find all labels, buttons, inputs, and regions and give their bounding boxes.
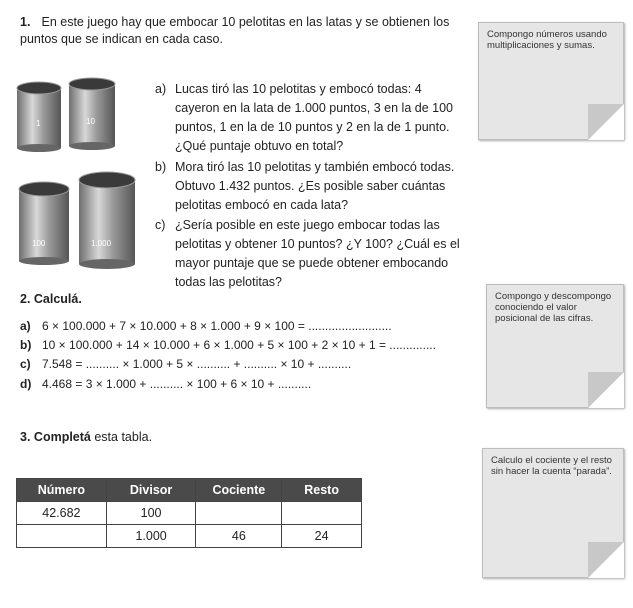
table-header-row xyxy=(17,479,362,502)
page-curl-icon xyxy=(588,372,624,408)
calc-label: a) xyxy=(20,319,31,333)
calc-item-a xyxy=(20,318,392,334)
page-curl-icon xyxy=(588,542,624,578)
can-label: 10 xyxy=(86,117,95,126)
problem-1-number: 1. xyxy=(20,15,31,29)
part-a-text: Lucas tiró las 10 pelotitas y embocó todas: 4 cayeron en la lata de 1.000 puntos, 3 en la de 100 puntos, 1 en la de 10 puntos y 2 en la de 1 punto. ¿Qué puntaje obtuvo en total? xyxy=(175,82,453,153)
can-label: 100 xyxy=(32,239,46,248)
table-cell: 100 xyxy=(106,502,196,525)
sticky-note-1 xyxy=(478,22,624,140)
calc-label: d) xyxy=(20,377,32,391)
table-cell: 46 xyxy=(196,525,282,548)
table-row xyxy=(17,525,362,548)
table-cell: 24 xyxy=(282,525,362,548)
problem-3-heading xyxy=(20,430,152,444)
can-1000-points xyxy=(76,170,138,270)
table-cell: 1.000 xyxy=(106,525,196,548)
calc-label: b) xyxy=(20,338,32,352)
table-cell-blank[interactable] xyxy=(282,502,362,525)
table-cell-blank[interactable] xyxy=(17,525,107,548)
table-header-cell: Divisor xyxy=(106,479,196,502)
table-cell: 42.682 xyxy=(17,502,107,525)
problem-3-number: 3. xyxy=(20,430,31,444)
can-100-points xyxy=(16,180,72,266)
calc-expression: 10 × 100.000 + 14 × 10.000 + 6 × 1.000 + 5 × 100 + 2 × 10 + 1 = .............. xyxy=(42,338,436,352)
part-a-letter: a) xyxy=(155,82,167,96)
sticky-note-3 xyxy=(482,448,624,578)
sticky-note-1-text: Compongo números usando multiplicaciones y sumas. xyxy=(487,29,607,51)
problem-3-verb: Completá xyxy=(33,430,91,444)
part-c-text: ¿Sería posible en este juego embocar todas las pelotitas y obtener 10 puntos? ¿Y 100? ¿Cuál es el mayor puntaje que se puede obtener embocando todas las pelotitas? xyxy=(175,218,460,289)
part-c xyxy=(155,216,465,292)
part-c-letter: c) xyxy=(155,218,166,232)
table-header-cell: Cociente xyxy=(196,479,282,502)
page-curl-icon xyxy=(588,104,624,140)
can-label: 1.000 xyxy=(91,239,112,248)
calc-expression: 4.468 = 3 × 1.000 + .......... × 100 + 6 × 10 + .......... xyxy=(42,377,312,391)
problem-1-statement xyxy=(20,14,460,48)
part-a xyxy=(155,80,465,156)
can-10-points xyxy=(66,76,118,150)
part-b-text: Mora tiró las 10 pelotitas y también embocó todas. Obtuvo 1.432 puntos. ¿Es posible saber cuántas pelotitas embocó en cada lata? xyxy=(175,160,455,212)
can-label: 1 xyxy=(36,119,41,128)
calc-expression: 7.548 = .......... × 1.000 + 5 × .......... + .......... × 10 + .......... xyxy=(42,357,352,371)
sticky-note-2 xyxy=(486,284,624,408)
part-b xyxy=(155,158,465,215)
calc-expression: 6 × 100.000 + 7 × 10.000 + 8 × 1.000 + 9 × 100 = ......................... xyxy=(42,319,392,333)
division-table xyxy=(16,478,362,548)
table-header-cell: Resto xyxy=(282,479,362,502)
calc-item-c xyxy=(20,356,351,372)
calc-item-b xyxy=(20,337,436,353)
sticky-note-2-text: Compongo y descompongo conociendo el valor posicional de las cifras. xyxy=(495,291,612,324)
sticky-note-3-text: Calculo el cociente y el resto sin hacer la cuenta “parada”. xyxy=(491,455,612,477)
calc-label: c) xyxy=(20,357,31,371)
problem-2-heading: 2. Calculá. xyxy=(20,292,82,306)
table-row xyxy=(17,502,362,525)
problem-3-rest: esta tabla. xyxy=(94,430,153,444)
part-b-letter: b) xyxy=(155,160,167,174)
table-header-cell: Número xyxy=(17,479,107,502)
problem-1-text: En este juego hay que embocar 10 pelotitas en las latas y se obtienen los puntos que se indican en cada caso. xyxy=(20,15,450,46)
calc-item-d xyxy=(20,376,311,392)
can-1-points xyxy=(14,80,64,152)
table-cell-blank[interactable] xyxy=(196,502,282,525)
